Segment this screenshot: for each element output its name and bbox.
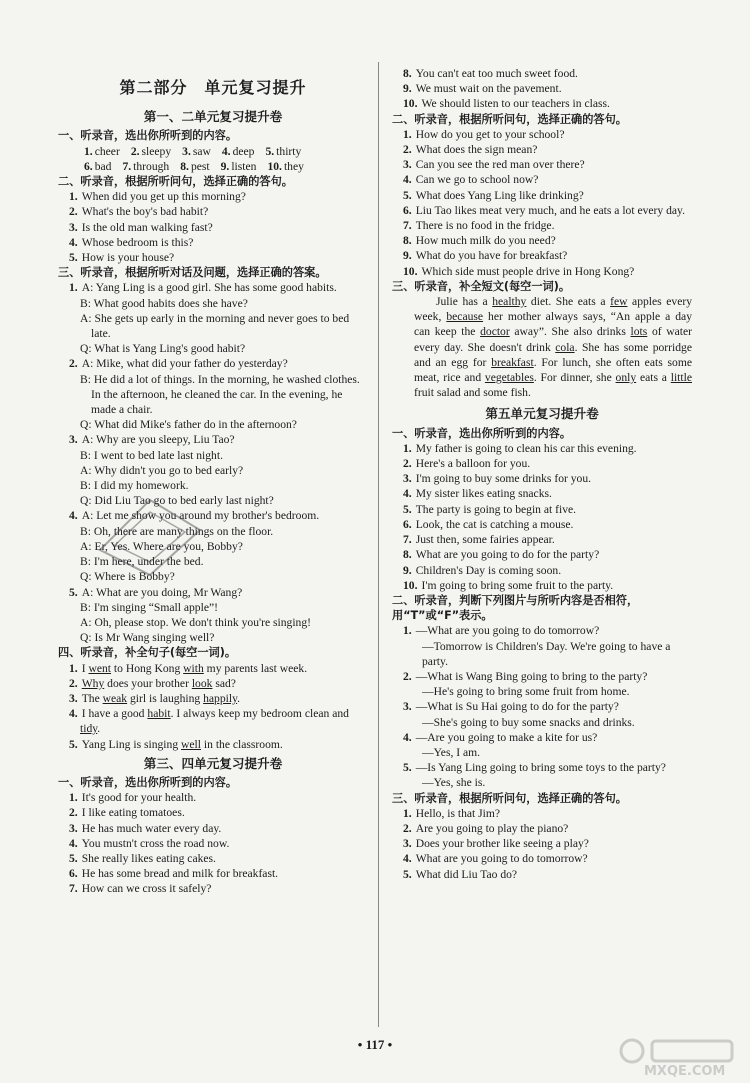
item-number: 3. <box>69 691 78 705</box>
list-item <box>392 517 692 532</box>
word-option: 2. sleepy <box>130 144 172 158</box>
section-heading: 一、听录音，选出你所听到的内容。 <box>58 129 238 143</box>
list-item <box>58 805 368 820</box>
list-item <box>392 218 692 233</box>
list-item <box>392 157 692 172</box>
item-text: How much milk do you need? <box>415 234 556 248</box>
list-item <box>392 233 692 248</box>
item-number: 2. <box>403 457 412 471</box>
list-item <box>58 189 368 204</box>
item-number: 9. <box>403 82 412 96</box>
item-number: 3. <box>69 821 78 835</box>
item-number: 7. <box>69 882 78 896</box>
item-number: 8. <box>403 548 412 562</box>
section-heading: 三、听录音，根据所听问句，选择正确的答句。 <box>392 791 627 805</box>
item-text: She really likes eating cakes. <box>81 851 216 865</box>
item-text: I like eating tomatoes. <box>81 806 185 820</box>
item-number: 4. <box>69 707 78 721</box>
answer-word: tidy <box>80 722 98 736</box>
item-number: 4. <box>69 836 78 850</box>
answer-word: weak <box>102 691 128 705</box>
question-list <box>392 127 692 279</box>
dialog-line: B: I did my homework. <box>80 479 189 493</box>
item-number: 4. <box>221 144 231 158</box>
dialog-line: B: I'm singing “Small apple”! <box>80 600 218 614</box>
list-item <box>58 851 368 866</box>
item-number: 8. <box>180 159 189 173</box>
tf-line: —She's going to buy some snacks and drinks. <box>422 715 635 729</box>
word-option: 1. cheer <box>84 144 120 158</box>
cloze-passage: Julie has a healthy diet. She eats a few apples every week, because her mother always says, “An apple a day can keep the doctor away”. She also drinks lots of water every day. She doesn't drink cola. She has some porridge and an egg for breakfast. For lunch, she often eats some meat, rice and vegetables. For dinner, she only eats a little fruit salad and some fish. <box>414 295 692 400</box>
list-item <box>392 264 692 279</box>
item-text: I'm going to bring some fruit to the party. <box>421 578 614 592</box>
page-number: • 117 • <box>357 1037 393 1052</box>
item-text: We must wait on the pavement. <box>415 82 562 96</box>
item-text: Children's Day is coming soon. <box>415 563 562 577</box>
dialog-line: Q: What did Mike's father do in the afternoon? <box>80 418 297 432</box>
fill-blank-list <box>58 661 368 752</box>
item-number: 1. <box>403 624 412 638</box>
tf-line: —Yes, I am. <box>422 745 481 759</box>
answer-word: well <box>181 737 201 751</box>
item-text: Can we go to school now? <box>415 173 539 187</box>
item-number: 3. <box>403 700 412 714</box>
item-text: We should listen to our teachers in class. <box>421 97 610 111</box>
list-item <box>392 836 692 851</box>
item-text: You mustn't cross the road now. <box>81 836 230 850</box>
item-text: Are you going to play the piano? <box>415 821 569 835</box>
item-text: He has some bread and milk for breakfast. <box>81 867 279 881</box>
item-text: Is the old man walking fast? <box>81 220 213 234</box>
item-number: 5. <box>69 585 78 599</box>
list-item <box>392 188 692 203</box>
list-item <box>58 790 368 805</box>
item-number: 3. <box>182 144 191 158</box>
answer-word: little <box>670 371 692 385</box>
item-text: How is your house? <box>81 251 175 265</box>
true-false-dialogs <box>392 623 692 790</box>
item-number: 5. <box>403 867 412 881</box>
unit-title-1-2: 第一、二单元复习提升卷 <box>143 109 283 125</box>
item-number: 10. <box>403 97 418 111</box>
dialog-list <box>58 280 368 645</box>
tf-line: 5. —Is Yang Ling going to bring some toys to the party? <box>403 761 666 775</box>
item-number: 6. <box>84 159 93 173</box>
item-number: 4. <box>69 235 78 249</box>
item-number: 10. <box>403 578 418 592</box>
answer-word: few <box>610 295 628 309</box>
section-heading: 四、听录音，补全句子(每空一词)。 <box>58 646 237 660</box>
item-text: What are you going to do tomorrow? <box>415 852 588 866</box>
section-heading: 三、听录音，根据所听对话及问题，选择正确的答案。 <box>58 266 327 280</box>
sentence-list <box>392 441 692 593</box>
item-text: Which side must people drive in Hong Kong? <box>421 264 635 278</box>
sentence-list <box>58 790 368 896</box>
dialog-line: 3. A: Why are you sleepy, Liu Tao? <box>69 433 235 447</box>
item-number: 6. <box>69 867 78 881</box>
item-number: 1. <box>69 661 78 675</box>
item-text: How can we cross it safely? <box>81 882 212 896</box>
list-item <box>392 821 692 836</box>
item-number: 1. <box>69 281 78 295</box>
word-option: 5. thirty <box>265 144 302 158</box>
item-number: 5. <box>403 761 412 775</box>
watermark-logo <box>612 1038 742 1080</box>
item-number: 10. <box>267 159 282 173</box>
list-item <box>392 456 692 471</box>
item-number: 7. <box>403 219 412 233</box>
list-item <box>392 441 692 456</box>
item-text: When did you get up this morning? <box>81 190 246 204</box>
item-text: The party is going to begin at five. <box>415 502 577 516</box>
fill-item: 1. I went to Hong Kong with my parents last week. <box>69 661 308 675</box>
fill-item: 5. Yang Ling is singing well in the classroom. <box>69 737 283 751</box>
dialog-line: A: Er, Yes. Where are you, Bobby? <box>80 539 243 553</box>
item-number: 2. <box>69 806 78 820</box>
dialog-line: 5. A: What are you doing, Mr Wang? <box>69 585 243 599</box>
list-item <box>392 867 692 882</box>
item-text: It's good for your health. <box>81 791 197 805</box>
dialog-line: Q: Where is Bobby? <box>80 570 175 584</box>
dialog-item <box>58 280 368 356</box>
list-item <box>392 96 692 111</box>
list-item <box>392 502 692 517</box>
section-heading: 一、听录音，选出你所听到的内容。 <box>392 426 572 440</box>
answer-word: healthy <box>492 295 527 309</box>
item-text: What did Liu Tao do? <box>415 867 518 881</box>
dialog-line: 2. A: Mike, what did your father do yesterday? <box>69 357 288 371</box>
item-text: Look, the cat is catching a mouse. <box>415 517 574 531</box>
list-item <box>392 203 692 218</box>
sentence-list-continued <box>392 66 692 112</box>
word-row <box>84 159 368 174</box>
tf-line: 1. —What are you going to do tomorrow? <box>403 624 600 638</box>
item-text: What are you going to do for the party? <box>415 548 600 562</box>
dialog-line: 1. A: Yang Ling is a good girl. She has some good habits. <box>69 281 337 295</box>
question-list <box>392 806 692 882</box>
item-number: 4. <box>403 487 412 501</box>
answer-word: look <box>191 676 213 690</box>
item-number: 5. <box>403 188 412 202</box>
answer-word: happily <box>203 691 238 705</box>
item-number: 2. <box>69 205 78 219</box>
word-option: 9. listen <box>220 159 257 173</box>
item-number: 6. <box>403 203 412 217</box>
item-number: 1. <box>69 791 78 805</box>
left-column <box>58 66 368 897</box>
item-number: 2. <box>403 669 412 683</box>
item-text: Whose bedroom is this? <box>81 235 194 249</box>
list-item <box>392 851 692 866</box>
tf-line: 4. —Are you going to make a kite for us? <box>403 730 598 744</box>
answer-word: doctor <box>480 325 510 339</box>
list-item <box>58 235 368 250</box>
item-text: What does the sign mean? <box>415 143 538 157</box>
item-text: My father is going to clean his car this evening. <box>415 441 637 455</box>
item-number: 8. <box>403 234 412 248</box>
item-number: 2. <box>69 357 78 371</box>
item-text: Just then, some fairies appear. <box>415 533 555 547</box>
item-text: There is no food in the fridge. <box>415 219 555 233</box>
question-list <box>58 189 368 265</box>
item-text: Does your brother like seeing a play? <box>415 837 589 851</box>
item-number: 4. <box>403 730 412 744</box>
unit-title-5: 第五单元复习提升卷 <box>485 406 599 422</box>
dialog-line: Q: Is Mr Wang singing well? <box>80 631 215 645</box>
unit-title-3-4: 第三、四单元复习提升卷 <box>143 755 283 771</box>
word-row <box>84 144 368 159</box>
item-number: 5. <box>69 851 78 865</box>
answer-word: went <box>88 661 112 675</box>
watermark-icon <box>612 1038 742 1064</box>
list-item <box>58 220 368 235</box>
item-number: 4. <box>69 509 78 523</box>
item-text: I'm going to buy some drinks for you. <box>415 472 592 486</box>
dialog-line: Q: What is Yang Ling's good habit? <box>80 342 246 356</box>
answer-word: vegetables <box>484 371 534 385</box>
dialog-line: A: Why didn't you go to bed early? <box>80 463 244 477</box>
item-number: 6. <box>403 517 412 531</box>
item-number: 3. <box>403 158 412 172</box>
item-number: 5. <box>265 144 275 158</box>
word-option: 8. pest <box>180 159 210 173</box>
word-option: 10. they <box>267 159 304 173</box>
dialog-line: 4. A: Let me show you around my brother's bedroom. <box>69 509 320 523</box>
item-text: Can you see the red man over there? <box>415 158 585 172</box>
item-number: 7. <box>122 159 132 173</box>
dialog-line: A: Oh, please stop. We don't think you're singing! <box>80 615 312 629</box>
item-number: 9. <box>220 159 230 173</box>
list-item <box>392 563 692 578</box>
list-item <box>392 142 692 157</box>
column-divider <box>378 62 379 1027</box>
tf-line: 2. —What is Wang Bing going to bring to the party? <box>403 669 648 683</box>
list-item <box>392 486 692 501</box>
dialog-line: B: Oh, there are many things on the floor. <box>80 524 274 538</box>
list-item <box>58 836 368 851</box>
section-heading: 一、听录音，选出你所听到的内容。 <box>58 775 238 789</box>
list-item <box>392 532 692 547</box>
item-number: 2. <box>69 676 78 690</box>
word-option: 3. saw <box>182 144 211 158</box>
list-item <box>392 471 692 486</box>
list-item <box>392 81 692 96</box>
watermark-text: MXQE.COM <box>644 1064 726 1079</box>
item-text: What's the boy's bad habit? <box>81 205 209 219</box>
word-option: 7. through <box>122 159 170 173</box>
item-number: 1. <box>403 806 412 820</box>
item-number: 3. <box>69 433 78 447</box>
item-number: 1. <box>84 144 93 158</box>
item-text: Here's a balloon for you. <box>415 457 531 471</box>
item-number: 3. <box>69 220 78 234</box>
answer-word: Why <box>81 676 105 690</box>
item-number: 4. <box>403 173 412 187</box>
fill-item: 2. Why does your brother look sad? <box>69 676 236 690</box>
item-number: 5. <box>69 251 78 265</box>
stamp-mark <box>90 490 210 580</box>
tf-line: —He's going to bring some fruit from home. <box>422 685 630 699</box>
dialog-line: B: I'm here, under the bed. <box>80 555 204 569</box>
fill-item: 4. I have a good habit. I always keep my bedroom clean and tidy. <box>69 707 349 736</box>
item-number: 9. <box>403 563 412 577</box>
item-number: 5. <box>403 502 412 516</box>
word-list <box>58 144 368 174</box>
item-number: 4. <box>403 852 412 866</box>
section-heading: 三、听录音，补全短文(每空一词)。 <box>392 279 571 293</box>
item-number: 1. <box>403 441 412 455</box>
word-option: 4. deep <box>221 144 255 158</box>
item-number: 5. <box>69 737 78 751</box>
item-number: 3. <box>403 837 412 851</box>
section-heading: 二、听录音，根据所听问句，选择正确的答句。 <box>392 112 627 126</box>
answer-word: breakfast <box>491 355 534 369</box>
list-item <box>392 248 692 263</box>
dialog-line: B: I went to bed late last night. <box>80 448 223 462</box>
list-item <box>392 547 692 562</box>
word-option: 6. bad <box>84 159 112 173</box>
item-number: 1. <box>69 190 78 204</box>
item-text: What does Yang Ling like drinking? <box>415 188 584 202</box>
item-number: 8. <box>403 67 412 80</box>
part-title: 第二部分 单元复习提升 <box>119 78 307 97</box>
item-text: My sister likes eating snacks. <box>415 487 552 501</box>
item-number: 1. <box>403 127 412 141</box>
item-number: 2. <box>403 821 412 835</box>
fill-item: 3. The weak girl is laughing happily. <box>69 691 241 705</box>
item-number: 2. <box>130 144 140 158</box>
answer-word: habit <box>147 707 171 721</box>
tf-line: —Yes, she is. <box>422 776 486 790</box>
item-text: Liu Tao likes meat very much, and he eats a lot every day. <box>415 203 685 217</box>
item-text: How do you get to your school? <box>415 127 565 141</box>
list-item <box>58 866 368 881</box>
answer-word: cola <box>555 340 575 354</box>
answer-word: with <box>183 661 204 675</box>
dialog-line: B: He did a lot of things. In the morning, he washed clothes. In the afternoon, he cleaned the car. In the evening, he made a chair. <box>80 372 360 417</box>
tf-line: 3. —What is Su Hai going to do for the party? <box>403 700 619 714</box>
item-text: You can't eat too much sweet food. <box>415 67 578 80</box>
list-item <box>392 578 692 593</box>
list-item <box>58 881 368 896</box>
item-number: 3. <box>403 472 412 486</box>
item-number: 2. <box>403 143 412 157</box>
list-item <box>392 127 692 142</box>
tf-line: —Tomorrow is Children's Day. We're going to have a party. <box>422 639 671 668</box>
list-item <box>58 821 368 836</box>
answer-word: lots <box>630 325 648 339</box>
dialog-line: A: She gets up early in the morning and never goes to bed late. <box>80 311 350 341</box>
section-heading: 二、听录音，根据所听问句，选择正确的答句。 <box>58 175 293 189</box>
list-item <box>392 66 692 81</box>
list-item <box>58 250 368 265</box>
list-item <box>58 204 368 219</box>
list-item <box>392 806 692 821</box>
answer-word: only <box>615 371 637 385</box>
item-text: He has much water every day. <box>81 821 222 835</box>
right-column <box>392 66 692 882</box>
list-item <box>392 172 692 187</box>
item-number: 7. <box>403 533 412 547</box>
item-number: 9. <box>403 249 412 263</box>
dialog-line: Q: Did Liu Tao go to bed early last night? <box>80 494 274 508</box>
dialog-line: B: What good habits does she have? <box>80 296 248 310</box>
dialog-item <box>58 356 368 432</box>
item-text: Hello, is that Jim? <box>415 806 501 820</box>
section-heading: 二、听录音，判断下列图片与所听内容是否相符，用“T”或“F”表示。 <box>392 593 639 623</box>
dialog-item <box>58 585 368 646</box>
item-number: 10. <box>403 264 418 278</box>
item-text: What do you have for breakfast? <box>415 249 568 263</box>
answer-word: because <box>446 310 484 324</box>
